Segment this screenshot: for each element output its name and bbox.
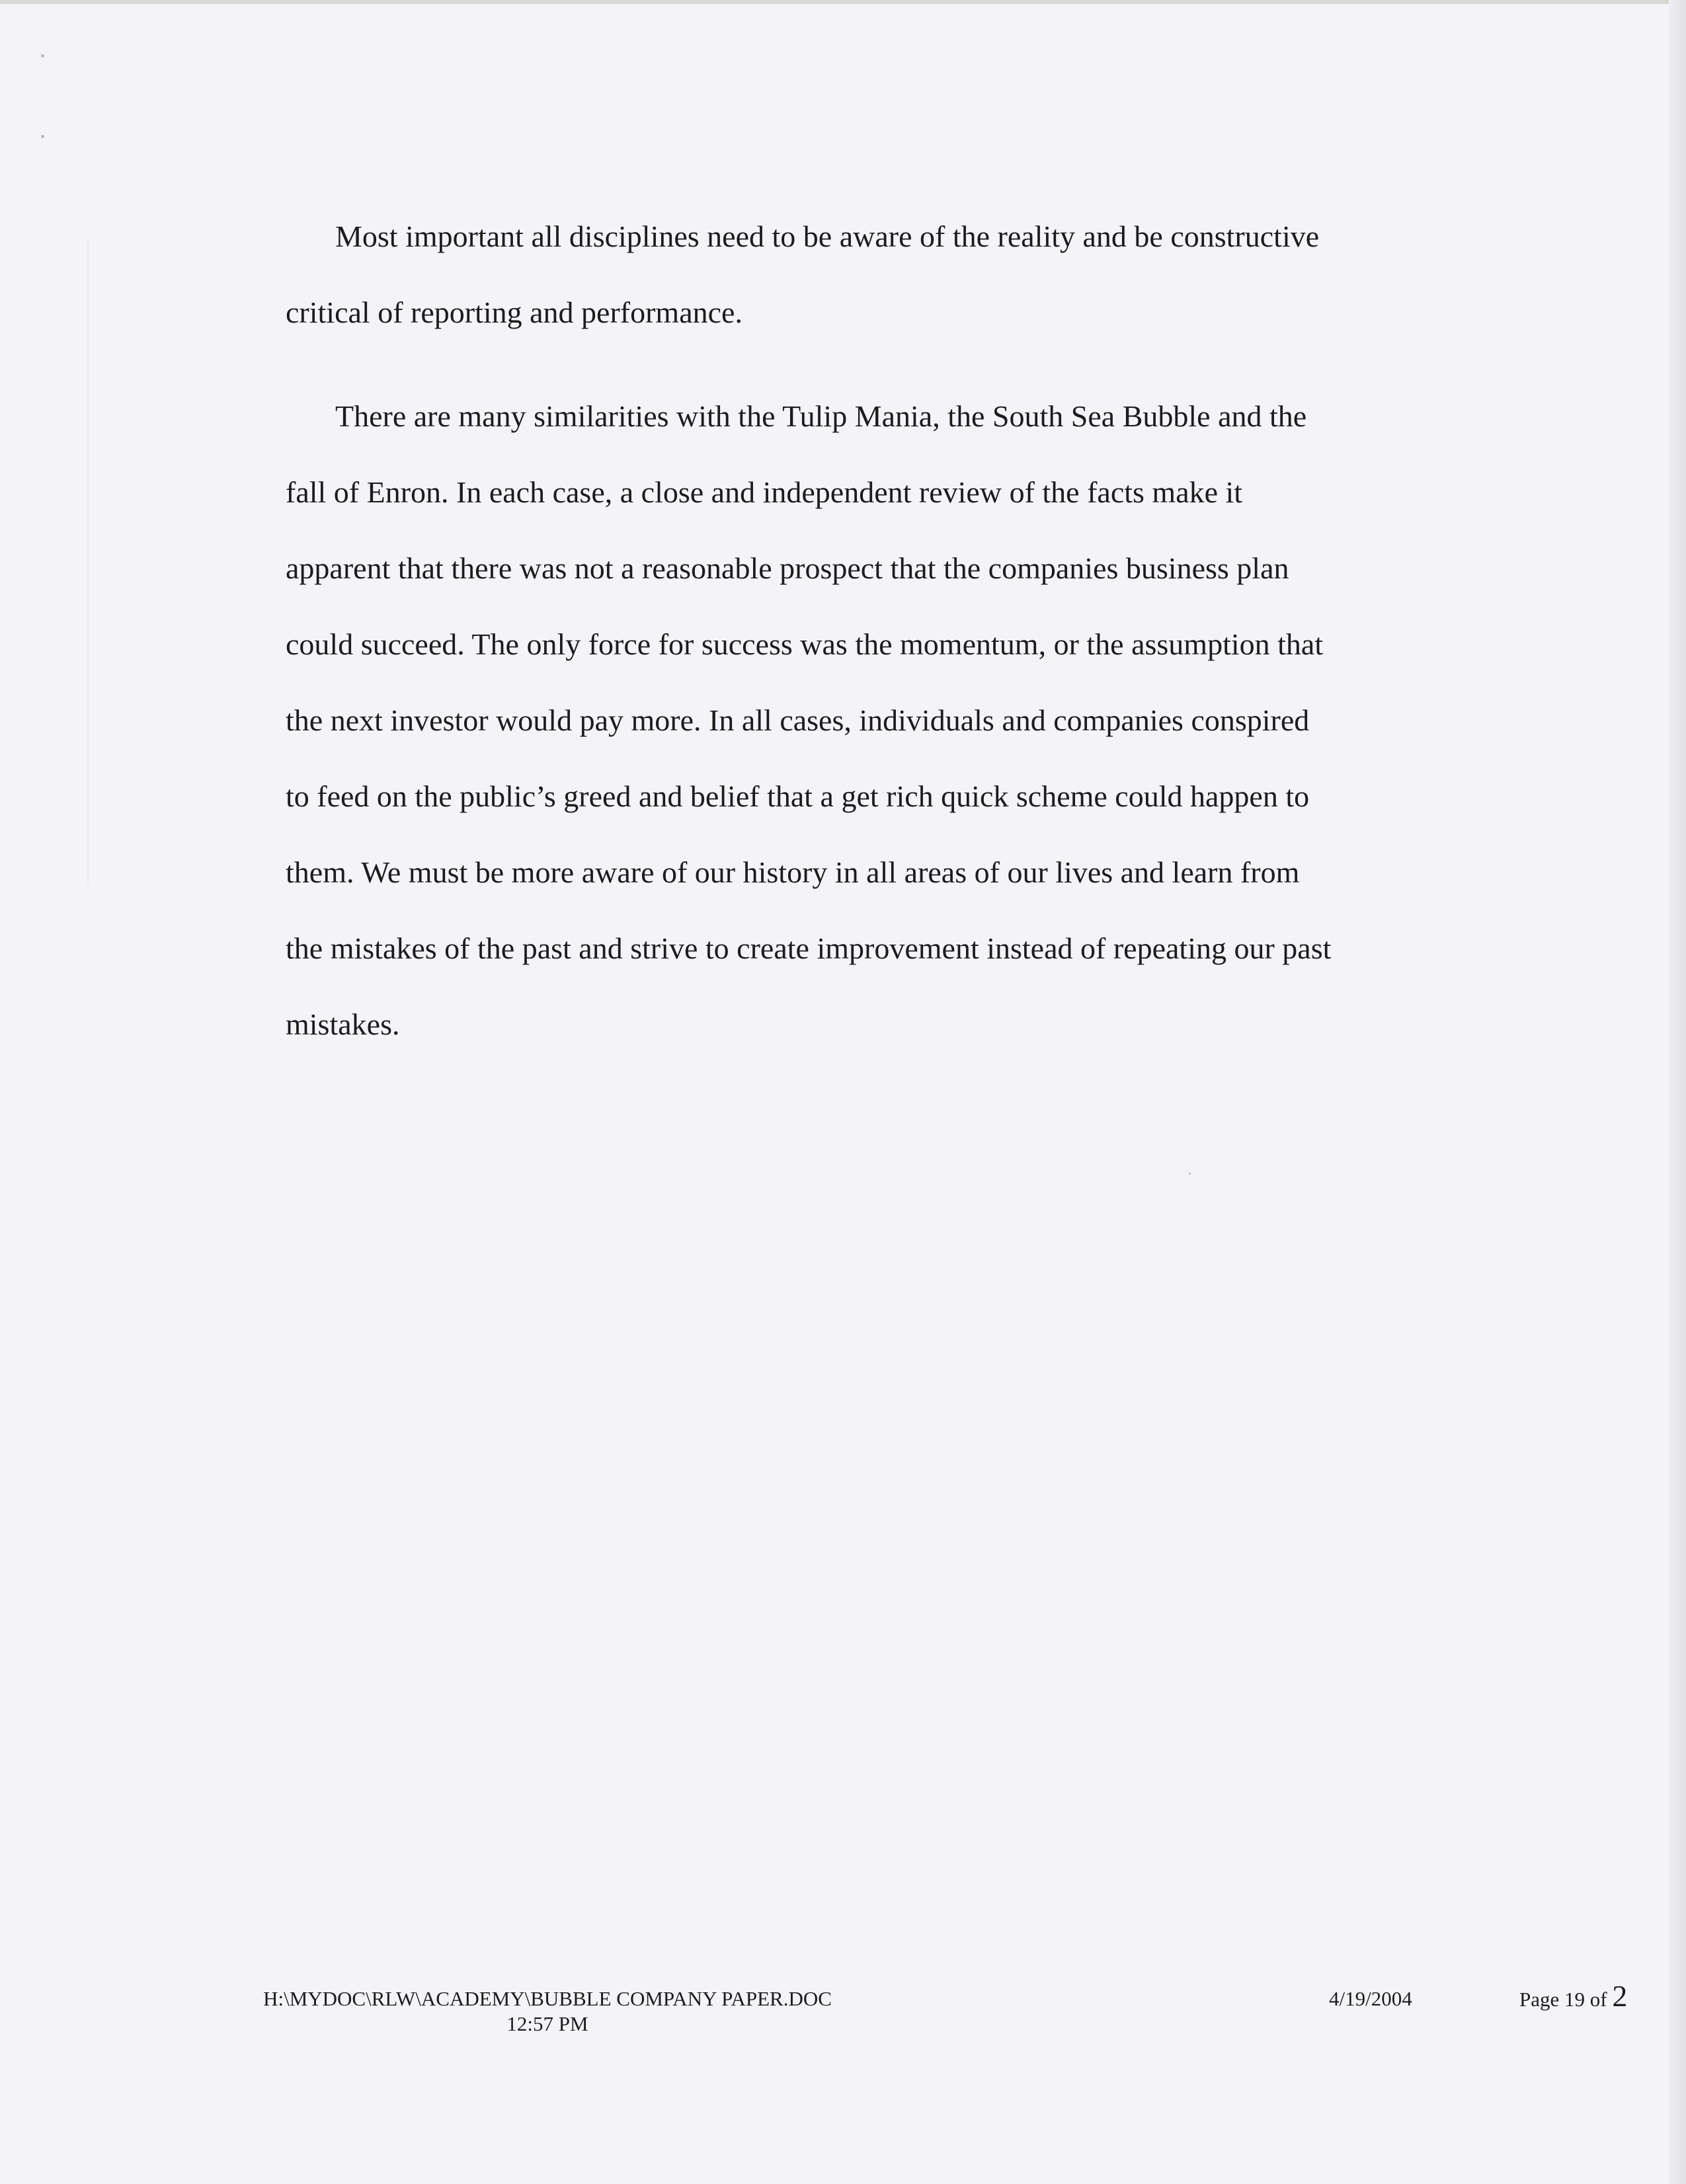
footer-date: 4/19/2004 <box>1329 1987 1412 2010</box>
scan-speck <box>1189 1173 1191 1175</box>
footer-file-path: H:\MYDOC\RLW\ACADEMY\BUBBLE COMPANY PAPER.DOC <box>263 1987 832 2010</box>
footer-time: 12:57 PM <box>506 2012 588 2035</box>
document-body <box>286 198 1423 1090</box>
scan-right-edge <box>1669 0 1686 2184</box>
paragraph-disciplines: Most important all disciplines need to be aware of the reality and be constructive critical of reporting and performance. <box>286 219 1320 329</box>
scan-speck <box>41 135 44 138</box>
footer-page-total: 2 <box>1612 1979 1628 2013</box>
paragraph-similarities: There are many similarities with the Tulip Mania, the South Sea Bubble and the fall of Enron. In each case, a close and independent review of the facts make it apparent that there was not a reasonable prospect that the companies business plan could succeed. The only force for success was the momentum, or the assumption that the next investor would pay more. In all cases, individuals and companies conspired to feed on the public’s greed and belief that a get rich quick scheme could happen to them. We must be more aware of our history in all areas of our lives and learn from the mistakes of the past and strive to create improvement instead of repeating our past mistakes. <box>286 399 1332 1041</box>
scan-left-fold-shadow <box>87 238 89 886</box>
scan-speck <box>41 54 44 58</box>
footer-page-number <box>1519 1981 1627 2015</box>
scan-top-edge <box>0 0 1686 4</box>
footer-file-info <box>237 1986 858 2037</box>
footer-page-prefix: Page 19 of <box>1519 1988 1613 2011</box>
